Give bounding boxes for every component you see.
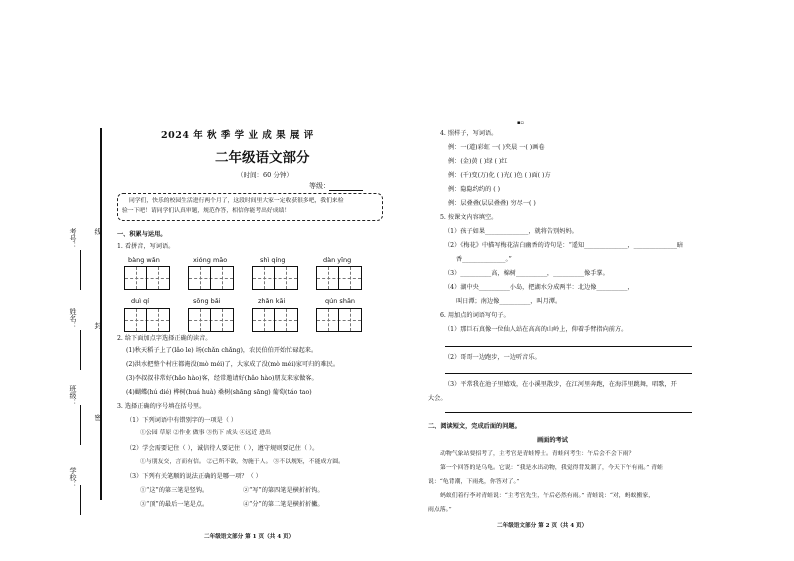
section-heading: 二、阅读短文，完成后面的问题。 xyxy=(428,423,521,430)
question-option: ②“写”的第四笔是横折折钩。 xyxy=(243,487,324,494)
side-field-line xyxy=(80,485,81,515)
side-seal-seal: 封 xyxy=(94,322,102,329)
writing-grid[interactable] xyxy=(188,308,234,332)
question-item: 叫日潭；南边像__________，叫月潭。 xyxy=(456,298,562,305)
section-heading: 一、积累与运用。 xyxy=(117,231,167,238)
question-item: 例：(金)黄 ( )绿 ( )红 xyxy=(448,158,508,165)
intro-text: 同学们，快乐的校园生活进行两个月了，这段时间里大家一定收获很多吧，我们来检 xyxy=(129,198,344,204)
question-item: 例：隐隐约约的 ( ) xyxy=(448,186,501,193)
pinyin-label: xióng māo xyxy=(193,256,228,264)
pinyin-label: zhǎn kāi xyxy=(258,297,286,305)
question-heading: 3. 选择正确的序号填在括号里。 xyxy=(117,403,206,410)
question-item: （3）下列有关笔顺的说法正确的是哪一项？（ ） xyxy=(126,473,262,480)
page-subtitle: 二年级语文部分 xyxy=(215,150,310,166)
page-title: 2024 年 秋 季 学 业 成 果 展 评 xyxy=(161,130,314,141)
passage-text: 第一个回答的是乌龟。它说：“我是水出动物，我觉得背发潮了，今天下午有雨。” 青蛙 xyxy=(440,465,663,471)
passage-text: 蚂蚁们着行李对青蛙说：“主考官先生，午后必然有雨。” 青蛙说：“对，蚂蚁搬家， xyxy=(440,493,655,499)
passage-text: 说：“龟背潮，下雨兆，你答对了。” xyxy=(428,479,520,485)
answer-line[interactable] xyxy=(445,346,692,347)
question-item: （3）平常我在池子里嬉戏，在小溪里散步，在江河里奔跑，在海洋里跳舞，唱歌，开 xyxy=(444,381,677,388)
side-field-line xyxy=(80,330,81,370)
passage-text: 雨点落。” xyxy=(428,507,452,513)
question-option: ③“顶”的最后一笔是点。 xyxy=(140,501,209,508)
page-footer: 二年级语文部分 第 2 页（共 4 页） xyxy=(497,523,588,529)
question-item: 大会。 xyxy=(428,395,447,402)
passage-text: 动物气象站要招考了，主考官是青蛙博士。青蛙问考生：午后会不会下雨？ xyxy=(440,451,635,457)
answer-line[interactable] xyxy=(445,412,692,413)
question-heading: 5. 按课文内容填空。 xyxy=(440,214,498,221)
side-label-class: 班级： xyxy=(69,385,77,406)
passage-title: 画面的考试 xyxy=(537,437,568,444)
question-item: (4)蝴蝶(hú dié) 桦树(huá huà) 桑树(shāng sāng) 葡萄(táo tao) xyxy=(126,389,312,396)
question-item: （2）哥哥一边跑步，一边听音乐。 xyxy=(444,354,541,361)
question-item: (1)秋天稻子上了(lǎo le) 场(chǎn chǎng)，农民伯伯开始忙碌起来。 xyxy=(126,347,318,354)
answer-line[interactable] xyxy=(445,373,692,374)
writing-grid[interactable] xyxy=(188,266,234,290)
question-item: （1）下列词语中有错别字的一项是（ ） xyxy=(126,417,238,424)
side-label-exam-no: 考号： xyxy=(69,228,77,249)
scan-mark: ▪▫ xyxy=(517,120,524,126)
question-item: （1）孩子如果______________，就将告别妈妈。 xyxy=(444,228,578,235)
writing-grid[interactable] xyxy=(252,308,298,332)
question-options: ①公园 草原 ②作业 做事 ③伤下 成头 ④远近 进出 xyxy=(140,430,271,436)
question-option: ④“分”的第二笔是横折折撇。 xyxy=(243,501,324,508)
question-heading: 4. 照样子，写词语。 xyxy=(440,130,498,137)
side-seal-line: 线 xyxy=(94,228,102,235)
side-label-school: 学校： xyxy=(69,467,77,488)
question-heading: 1. 看拼音，写词语。 xyxy=(117,243,175,250)
question-item: （1）那巨石真像一位仙人站在高高的山岭上，仰着手臂指向前方。 xyxy=(444,326,628,333)
question-item: （2）学会需要记住（ ），诚信待人要记住（ ），遵守规则要记住（ ）。 xyxy=(126,445,319,452)
question-option: ①“这”的第三笔是竖钩。 xyxy=(140,487,209,494)
grade-field xyxy=(329,190,363,191)
question-item: 例：一(道)彩虹 一( )夹晨 一( )画卷 xyxy=(448,144,545,151)
exam-time: （时间：60 分钟） xyxy=(237,171,293,179)
writing-grid[interactable] xyxy=(124,266,170,290)
pinyin-label: duì qí xyxy=(131,297,150,305)
question-heading: 2. 给下面加点字选择正确的读音。 xyxy=(117,335,212,342)
writing-grid[interactable] xyxy=(124,308,170,332)
question-item: （4）湖中央__________小岛，把湖水分成两半：北边像__________， xyxy=(444,284,634,291)
side-field-line xyxy=(80,405,81,445)
question-item: （3）__________高，棉树__________，__________像手掌。 xyxy=(444,270,609,277)
page-footer: 二年级语文部分 第 1 页（共 4 页） xyxy=(204,534,295,540)
writing-grid[interactable] xyxy=(252,266,298,290)
question-item: (3)李叔叔非常好(hǎo hào)客，经常邀请好(hǎo hào)朋友来家做客。 xyxy=(126,375,318,382)
pinyin-label: sōng bǎi xyxy=(193,297,221,305)
question-item: 例：(千)变(万)化 ( )光( )色 ( )面( )方 xyxy=(448,172,551,179)
question-item: 香______________。” xyxy=(456,256,512,263)
intro-text: 验一下吧！请同学们认真审题，规范作答，相信你能考出好成绩！ xyxy=(122,208,291,214)
side-field-line xyxy=(80,250,81,290)
question-options: ①与朋友交，言而有信。 ②己所不欲，勿施于人。 ③不以规矩，不能成方圆。 xyxy=(140,459,345,465)
writing-grid[interactable] xyxy=(316,308,362,332)
side-seal-secret: 密 xyxy=(94,414,102,421)
grade-label: 等级： xyxy=(309,182,330,190)
writing-grid[interactable] xyxy=(316,266,362,290)
question-heading: 6. 用加点的词语写句子。 xyxy=(440,312,510,319)
question-item: (2)洪水把整个村庄都淹没(mò méi)了，大家成了没(mò méi)家可归的难民。 xyxy=(126,361,340,368)
pinyin-label: bàng wǎn xyxy=(128,256,160,264)
side-label-name: 姓名： xyxy=(69,308,77,329)
pinyin-label: shì qíng xyxy=(260,256,286,264)
pinyin-label: qún shān xyxy=(325,297,356,305)
pinyin-label: dàn yīng xyxy=(323,256,352,264)
binding-line xyxy=(100,128,102,500)
question-item: 例：层叠叠(层层叠叠) 穷尽一( ) xyxy=(448,200,536,207)
question-item: （2）《梅花》中描写梅花洁白幽香的诗句是：“遥知______________，______________暗 xyxy=(444,242,684,249)
